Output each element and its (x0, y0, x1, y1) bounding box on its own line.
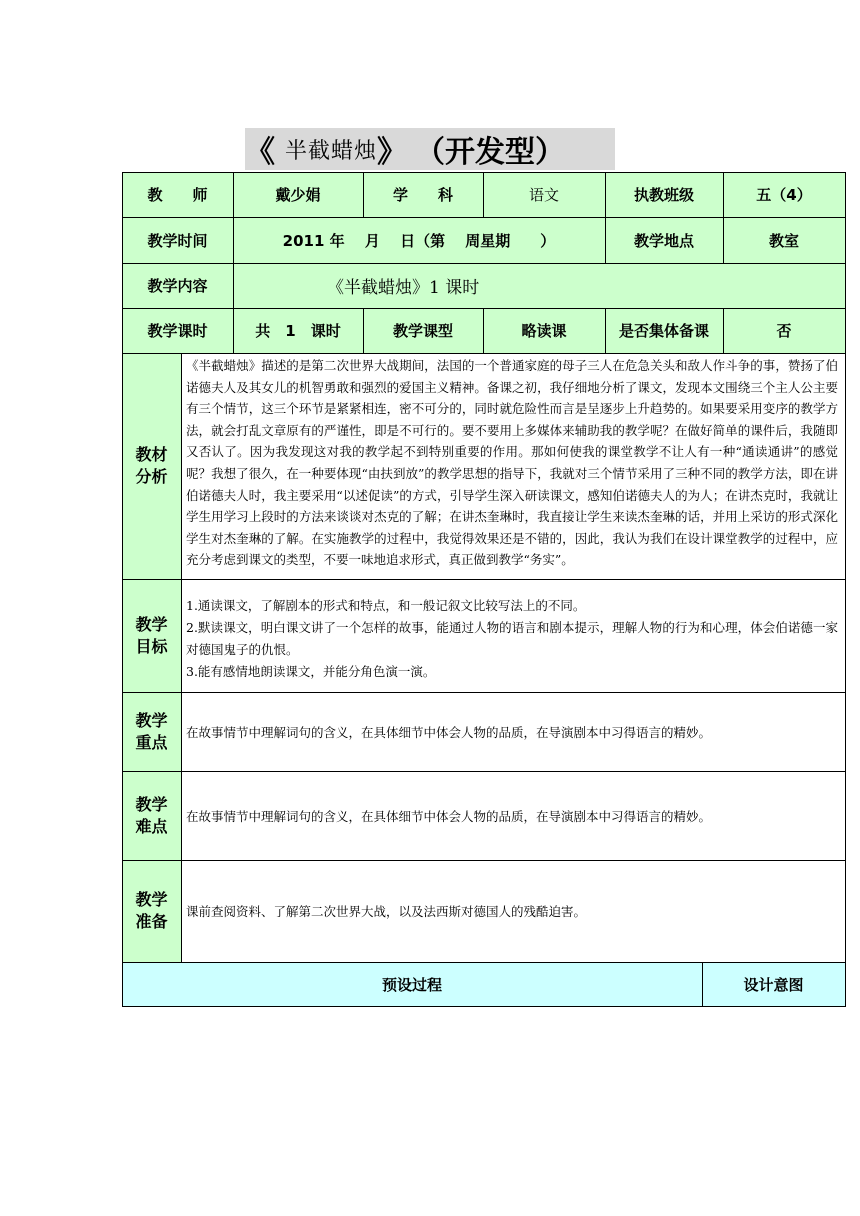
row-divider (122, 263, 846, 264)
place-label: 教学地点 (633, 231, 694, 250)
teacher-value: 戴少娟 (275, 186, 321, 204)
table-border-top (122, 172, 846, 173)
row-divider (122, 771, 846, 772)
time-value: 2011 年 月 日（第 周星期 ） (282, 231, 556, 250)
content-value: 《半截蜡烛》1 课时 (327, 278, 480, 298)
row-divider (122, 692, 846, 693)
column-divider (605, 308, 606, 353)
preparation-label-line2: 准备 (135, 912, 168, 931)
column-divider (723, 172, 724, 263)
key-points-label-line2: 重点 (135, 732, 168, 752)
table-border-left (122, 172, 123, 1007)
analysis-label-line2: 分析 (135, 467, 168, 486)
goal-item-1: 1.通读课文，了解剧本的形式和特点，和一般记叙文比较写法上的不同。 (186, 598, 586, 613)
title-lesson-type: （开发型） (415, 135, 566, 170)
lesson-type-value: 略读课 (521, 322, 567, 340)
column-divider (233, 172, 234, 353)
goals-label (122, 579, 181, 692)
process-header: 预设过程 (381, 975, 442, 994)
table-border-bottom (122, 1006, 846, 1007)
teacher-label: 教 师 (147, 186, 208, 204)
title-lesson-name: 半截蜡烛 (285, 138, 378, 164)
column-divider (605, 172, 606, 263)
hours-label: 教学课时 (147, 322, 208, 340)
column-divider (483, 308, 484, 353)
analysis-paragraph: 《半截蜡烛》描述的是第二次世界大战期间，法国的一个普通家庭的母子三人在危急关头和敌人作斗争的事，赞扬了伯诺德夫人及其女儿的机智勇敢和强烈的爱国主义精神。备课之初，我仔细地分析了课文，发现本文围绕三个主人公主要有三个情节，这三个环节是紧紧相连，密不可分的，同时就危险性而言是呈逐步上升趋势的。如果要采用变序的教学方法，就会打乱文章原有的严谨性，即是不可行的。要不要用上多媒体来辅助我的教学呢？在做好简单的课件后，我随即又否认了。因为我发现这对我的教学起不到特别重要的作用。那如何使我的课堂教学不让人有一种“通读通讲”的感觉呢？我想了很久，在一种要体现“由扶到放”的教学思想的指导下，我就对三个情节采用了三种不同的教学方法，即在讲伯诺德夫人时，我主要采用“以述促读”的方式，引导学生深入研读课文，感知伯诺德夫人的为人；在讲杰克时，我就让学生用学习上段时的方法来谈谈对杰克的了解；在讲杰奎琳时，我直接让学生来读杰奎琳的话，并用上采访的形式深化学生对杰奎琳的了解。在实施教学的过程中，我觉得效果还是不错的，因此，我认为我们在设计课堂教学的过程中，应充分考虑到课文的类型，不要一味地追求形式，真正做到教学“务实”。 (186, 358, 838, 568)
preparation-label (122, 860, 181, 962)
document-title (245, 128, 615, 170)
place-value: 教室 (768, 231, 799, 250)
subject-value: 语文 (528, 186, 559, 204)
row-divider (122, 217, 846, 218)
footer-column-divider (702, 962, 703, 1006)
title-close-quote: 》 (377, 135, 408, 170)
difficulties-label-line1: 教学 (135, 794, 168, 814)
class-value: 五（4） (756, 186, 812, 204)
lesson-type-label: 教学课型 (392, 322, 453, 340)
analysis-text (186, 355, 838, 577)
key-points-text: 在故事情节中理解词句的含义，在具体细节中体会人物的品质，在导演剧本中习得语言的精妙。 (186, 724, 712, 740)
analysis-label-line1: 教材 (135, 445, 168, 464)
analysis-label (122, 353, 181, 579)
preparation-text: 课前查阅资料、了解第二次世界大战，以及法西斯对德国人的残酷迫害。 (186, 904, 587, 919)
column-divider (483, 172, 484, 218)
collective-value: 否 (776, 322, 792, 340)
subject-label: 学 科 (392, 186, 453, 204)
column-divider (363, 308, 364, 353)
content-label: 教学内容 (147, 277, 208, 295)
key-points-label-line1: 教学 (135, 710, 168, 730)
class-label: 执教班级 (633, 186, 694, 204)
difficulties-text: 在故事情节中理解词句的含义，在具体细节中体会人物的品质，在导演剧本中习得语言的精妙。 (186, 808, 712, 824)
goals-label-line2: 目标 (135, 636, 168, 656)
column-divider (363, 172, 364, 218)
goals-list (186, 595, 838, 687)
column-divider (723, 308, 724, 353)
row-divider (122, 308, 846, 309)
difficulties-label (122, 771, 181, 860)
goal-item-2: 2.默读课文，明白课文讲了一个怎样的故事，能通过人物的语言和剧本提示，理解人物的行为和心理，体会伯诺德一家对德国鬼子的仇恨。 (186, 620, 838, 657)
table-border-right (845, 172, 846, 1007)
row-divider (122, 353, 846, 354)
time-label: 教学时间 (147, 231, 208, 250)
goal-item-3: 3.能有感情地朗读课文，并能分角色演一演。 (186, 664, 436, 679)
key-points-label (122, 692, 181, 771)
title-open-quote: 《 (245, 135, 275, 170)
collective-label: 是否集体备课 (618, 322, 709, 340)
label-column-divider (181, 353, 182, 962)
row-divider (122, 962, 846, 963)
preparation-label-line1: 教学 (135, 890, 168, 909)
row-divider (122, 579, 846, 580)
intent-header: 设计意图 (743, 975, 804, 994)
row-divider (122, 860, 846, 861)
difficulties-label-line2: 难点 (135, 816, 168, 836)
goals-label-line1: 教学 (135, 614, 168, 634)
hours-value: 共 1 课时 (255, 322, 341, 340)
